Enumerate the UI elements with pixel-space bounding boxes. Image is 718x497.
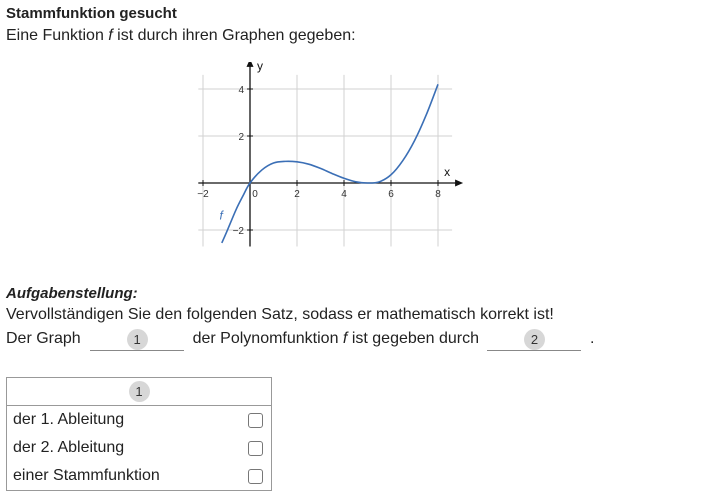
y-tick-label: −2 <box>232 226 244 237</box>
sentence-start: Der Graph <box>6 330 81 347</box>
option-label: der 1. Ableitung <box>13 411 125 428</box>
checkbox[interactable] <box>248 469 263 484</box>
intro-text: Eine Funktion f ist durch ihren Graphen gegeben: <box>6 27 356 44</box>
option-row[interactable] <box>7 406 271 434</box>
checkbox[interactable] <box>248 413 263 428</box>
y-axis-label: y <box>257 62 263 73</box>
option-row[interactable] <box>7 462 271 490</box>
function-curve <box>222 84 438 243</box>
function-variable: f <box>108 27 113 44</box>
option-label: einer Stammfunktion <box>13 467 160 484</box>
function-graph <box>180 62 470 254</box>
gap-2[interactable] <box>487 330 581 351</box>
x-tick-label: 4 <box>341 189 347 200</box>
function-variable: f <box>342 330 348 347</box>
x-axis-label: x <box>444 165 451 179</box>
y-axis-arrow <box>247 62 254 67</box>
x-tick-label: 2 <box>294 189 300 200</box>
checkbox[interactable] <box>248 441 263 456</box>
task-instruction: Vervollständigen Sie den folgenden Satz, sodass er mathematisch korrekt ist! <box>6 306 554 323</box>
options-table-1 <box>6 377 272 491</box>
gap-1[interactable] <box>90 330 184 351</box>
option-label: der 2. Ableitung <box>13 439 125 456</box>
gap-1-badge: 1 <box>127 329 148 350</box>
options-header <box>7 378 271 406</box>
x-tick-label: 6 <box>388 189 394 200</box>
cloze-sentence: Der Graph 1 der Polynomfunktion f ist gegeben durch 2 . <box>6 330 594 351</box>
curve-label: f <box>219 208 223 223</box>
page-title: Stammfunktion gesucht <box>6 5 177 22</box>
x-tick-label: 0 <box>252 189 258 200</box>
task-heading: Aufgabenstellung: <box>6 285 138 302</box>
option-row[interactable] <box>7 434 271 462</box>
sentence-end: . <box>589 330 595 347</box>
gap-2-badge: 2 <box>524 329 545 350</box>
options-number-badge: 1 <box>129 381 150 402</box>
x-tick-label: −2 <box>197 189 209 200</box>
x-tick-label: 8 <box>435 189 441 200</box>
y-tick-label: 4 <box>238 85 244 96</box>
x-axis-arrow <box>455 180 463 187</box>
y-tick-label: 2 <box>238 132 244 143</box>
